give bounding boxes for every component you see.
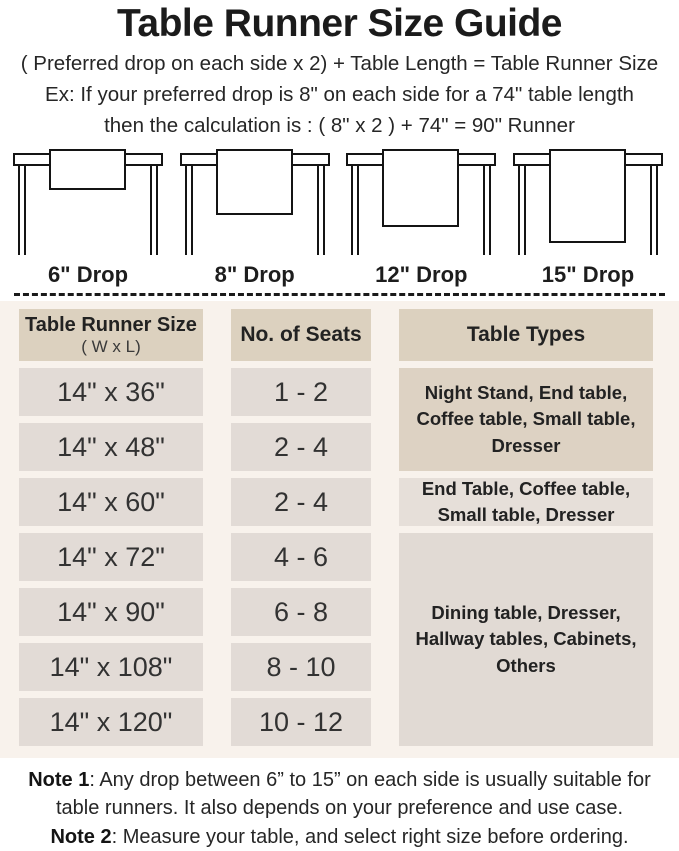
drop-illustrations <box>0 145 679 288</box>
notes-section <box>0 758 679 851</box>
column-header-table-types: Table Types <box>399 309 653 361</box>
table-figure-12-drop <box>346 149 496 288</box>
note-2-label: Note 2 <box>50 825 112 848</box>
table-leg-left <box>351 164 359 255</box>
note-1-text: : Any drop between 6” to 15” on each side is usually suitable for table runners. It also depends on your preference and use case. <box>55 769 651 820</box>
seats-cell: 1 - 2 <box>231 368 371 416</box>
size-table <box>19 309 653 746</box>
header-section <box>0 0 679 138</box>
drop-label: 8" Drop <box>214 262 295 287</box>
table-figure-8-drop <box>180 149 330 288</box>
table-figure-15-drop <box>513 149 663 288</box>
table-leg-right <box>150 164 158 255</box>
runner-shape <box>549 149 626 243</box>
formula-line: ( Preferred drop on each side x 2) + Table Length = Table Runner Size <box>20 52 659 75</box>
note-1 <box>4 766 675 823</box>
page-title: Table Runner Size Guide <box>116 2 563 45</box>
drop-label: 6" Drop <box>47 262 129 287</box>
table-graphic <box>513 149 663 255</box>
column-header-runner-size <box>19 309 203 361</box>
table-types-group-2: End Table, Coffee table, Small table, Dresser <box>399 478 653 526</box>
seats-cell: 2 - 4 <box>231 478 371 526</box>
size-cell: 14" x 120" <box>19 698 203 746</box>
example-line-2: then the calculation is : ( 8" x 2 ) + 74" = 90" Runner <box>104 114 575 137</box>
size-cell: 14" x 90" <box>19 588 203 636</box>
table-types-group-3: Dining table, Dresser, Hallway tables, Cabinets, Others <box>399 533 653 746</box>
seats-cell: 6 - 8 <box>231 588 371 636</box>
size-cell: 14" x 48" <box>19 423 203 471</box>
drop-label: 12" Drop <box>375 262 468 287</box>
runner-shape <box>216 149 293 215</box>
seats-cell: 2 - 4 <box>231 423 371 471</box>
table-figure-6-drop <box>13 149 163 288</box>
size-cell: 14" x 36" <box>19 368 203 416</box>
size-cell: 14" x 108" <box>19 643 203 691</box>
table-graphic <box>13 149 163 255</box>
header-sublabel: ( W x L) <box>81 336 141 356</box>
seats-cell: 8 - 10 <box>231 643 371 691</box>
size-cell: 14" x 72" <box>19 533 203 581</box>
note-1-label: Note 1 <box>28 769 90 791</box>
drop-label: 15" Drop <box>541 262 635 287</box>
table-leg-right <box>483 164 491 255</box>
table-leg-left <box>518 164 526 255</box>
seats-cell: 10 - 12 <box>231 698 371 746</box>
table-leg-right <box>317 164 325 255</box>
dashed-divider <box>14 293 665 296</box>
example-line-1: Ex: If your preferred drop is 8" on each side for a 74" table length <box>45 83 634 106</box>
table-graphic <box>180 149 330 255</box>
table-types-group-1: Night Stand, End table, Coffee table, Small table, Dresser <box>399 368 653 471</box>
table-leg-right <box>650 164 658 255</box>
seats-cell: 4 - 6 <box>231 533 371 581</box>
table-leg-left <box>18 164 26 255</box>
table-leg-left <box>185 164 193 255</box>
runner-shape <box>382 149 459 227</box>
column-header-seats: No. of Seats <box>231 309 371 361</box>
table-graphic <box>346 149 496 255</box>
size-table-panel <box>0 301 679 758</box>
note-2 <box>4 823 675 851</box>
runner-shape <box>49 149 126 190</box>
note-2-text: : Measure your table, and select right size before ordering. <box>111 825 629 848</box>
header-label: Table Runner Size <box>25 313 197 336</box>
size-cell: 14" x 60" <box>19 478 203 526</box>
